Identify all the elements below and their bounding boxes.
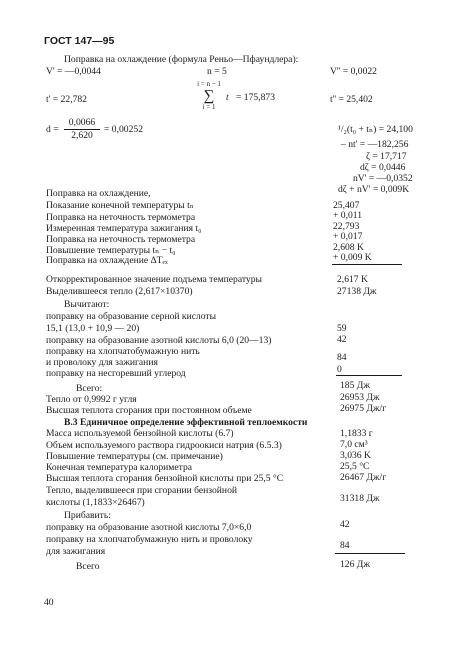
v-double-prime: V'' = 0,0022 [330,66,377,77]
corrected-value: 2,617 K [337,274,368,285]
correction-value: + 0,009 K [333,252,372,263]
page-number: 40 [44,597,54,608]
add-thread-line2: для зажигания [46,546,106,557]
correction-value: 25,407 [333,200,360,211]
total-label: Всего: [76,383,103,394]
total-label: Высшая теплота сгорания при постоянном объеме [46,405,252,416]
section-row-value: 25,5 °С [340,461,370,472]
section-row-label: Объем используемого раствора гидроокиси натрия (6.5.3) [46,440,282,451]
correction-value: 2,608 K [333,242,364,253]
released-value: 31318 Дж [340,493,380,504]
formula-r1: – nt' = —182,256 [341,139,409,150]
section-row-value: 1,1833 г [340,428,373,439]
section-row-value: 7,0 см³ [340,439,368,450]
deduct-carbon: поправку на несгоревший углерод [46,368,186,379]
released-line2: кислоты (1,1833×26467) [46,497,145,508]
d-lhs: d = [46,124,59,135]
deduct-sulfur-line1: поправку на образование серной кислоты [46,311,217,322]
d-denominator: 2,620 [71,129,93,141]
deduct-nitric: поправку на образование азотной кислоты 6,0 (20—13) [46,335,272,346]
section-row-label: Конечная температура калориметра [46,462,193,473]
correction-label: Поправка на неточность термометра [46,234,196,245]
rule-divider [336,375,402,376]
deduct-thread-line1: поправку на хлопчатобумажную нить [46,346,200,357]
sum-bottom: i = 1 [202,102,216,111]
v-prime: V' = —0,0044 [46,66,101,77]
sum-top: i = n − 1 [197,80,221,88]
d-fraction [64,118,100,140]
sum-expression: t [226,92,229,103]
section-row-label: Повышение температуры (см. примечание) [46,451,223,462]
correction-label: Поправка на охлаждение ΔTₑₓ [46,255,168,266]
formula-r4: nV' = —0,0352 [353,173,413,184]
rule-divider [335,553,405,554]
total-value: 26953 Дж [340,392,380,403]
correction-label: Повышение температуры tₙ − t₀ [46,245,176,256]
deduct-title: Вычитают: [64,299,110,310]
deduct-sulfur-value: 59 [337,323,347,334]
deduct-carbon-value: 0 [337,364,342,375]
t-double-prime: t'' = 25,402 [330,94,373,105]
correction-value: 22,793 [333,221,360,232]
total-value: 185 Дж [340,380,370,391]
formula-r3: dζ = 0,0446 [360,162,406,173]
add-thread-value: 84 [340,540,350,551]
released-line1: Тепло, выделившееся при сгорании бензойной [46,485,237,496]
deduct-sulfur-line2: 15,1 (13,0 + 10,9 — 20) [46,323,140,334]
sum-value: = 175,873 [236,92,275,103]
corrected-value: 27138 Дж [337,286,377,297]
section-row-label: Высшая теплота сгорания бензойной кислоты при 25,5 °С [46,473,284,484]
total-value: 26975 Дж/г [340,403,387,414]
deduct-thread-value: 84 [337,352,347,363]
correction-label: Поправка на неточность термометра [46,212,196,223]
d-value: = 0,00252 [104,124,143,135]
deduct-thread-line2: и проволоку для зажигания [46,357,158,368]
final-value: 126 Дж [340,559,370,570]
formula-r2: ζ = 17,717 [366,151,407,162]
correction-label: Поправка на охлаждение, [46,188,151,199]
section-title: В.3 Единичное определение эффективной теплоемкости [64,417,308,428]
sigma-icon: ∑ [203,87,215,104]
correction-label: Показание конечной температуры tₙ [46,200,194,211]
corrected-label: Откорректированное значение подъема температуры [46,274,262,285]
correction-value: + 0,017 [333,231,363,242]
correction-value: + 0,011 [333,210,363,221]
formula-caption: Поправка на охлаждение (формула Реньо—Пфаундлера): [64,54,299,65]
t-prime: t' = 22,782 [46,94,87,105]
section-row-value: 26467 Дж/г [340,472,387,483]
add-nitric: поправку на образование азотной кислоты 7,0×6,0 [46,522,252,533]
final-label: Всего [76,561,100,572]
add-thread-line1: поправку на хлопчатобумажную нить и проволоку [46,534,253,545]
section-row-label: Масса используемой бензойной кислоты (6.7) [46,428,234,439]
deduct-nitric-value: 42 [337,334,347,345]
section-row-value: 3,036 K [340,450,371,461]
rule-divider [332,264,402,265]
d-numerator: 0,0066 [64,118,100,130]
add-title: Прибавить: [64,510,111,521]
half-sum: ¹/₂(t₀ + tₙ) = 24,100 [338,124,413,135]
n-equals: n = 5 [207,66,227,77]
correction-label: Измеренная температура зажигания t₀ [46,223,202,234]
summation [196,81,222,111]
total-label: Тепло от 0,9992 г угля [46,394,137,405]
formula-r5: dζ + nV' = 0,009K [338,184,410,195]
add-nitric-value: 42 [340,519,350,530]
doc-code: ГОСТ 147—95 [44,35,115,47]
corrected-label: Выделившееся тепло (2,617×10370) [46,286,193,297]
